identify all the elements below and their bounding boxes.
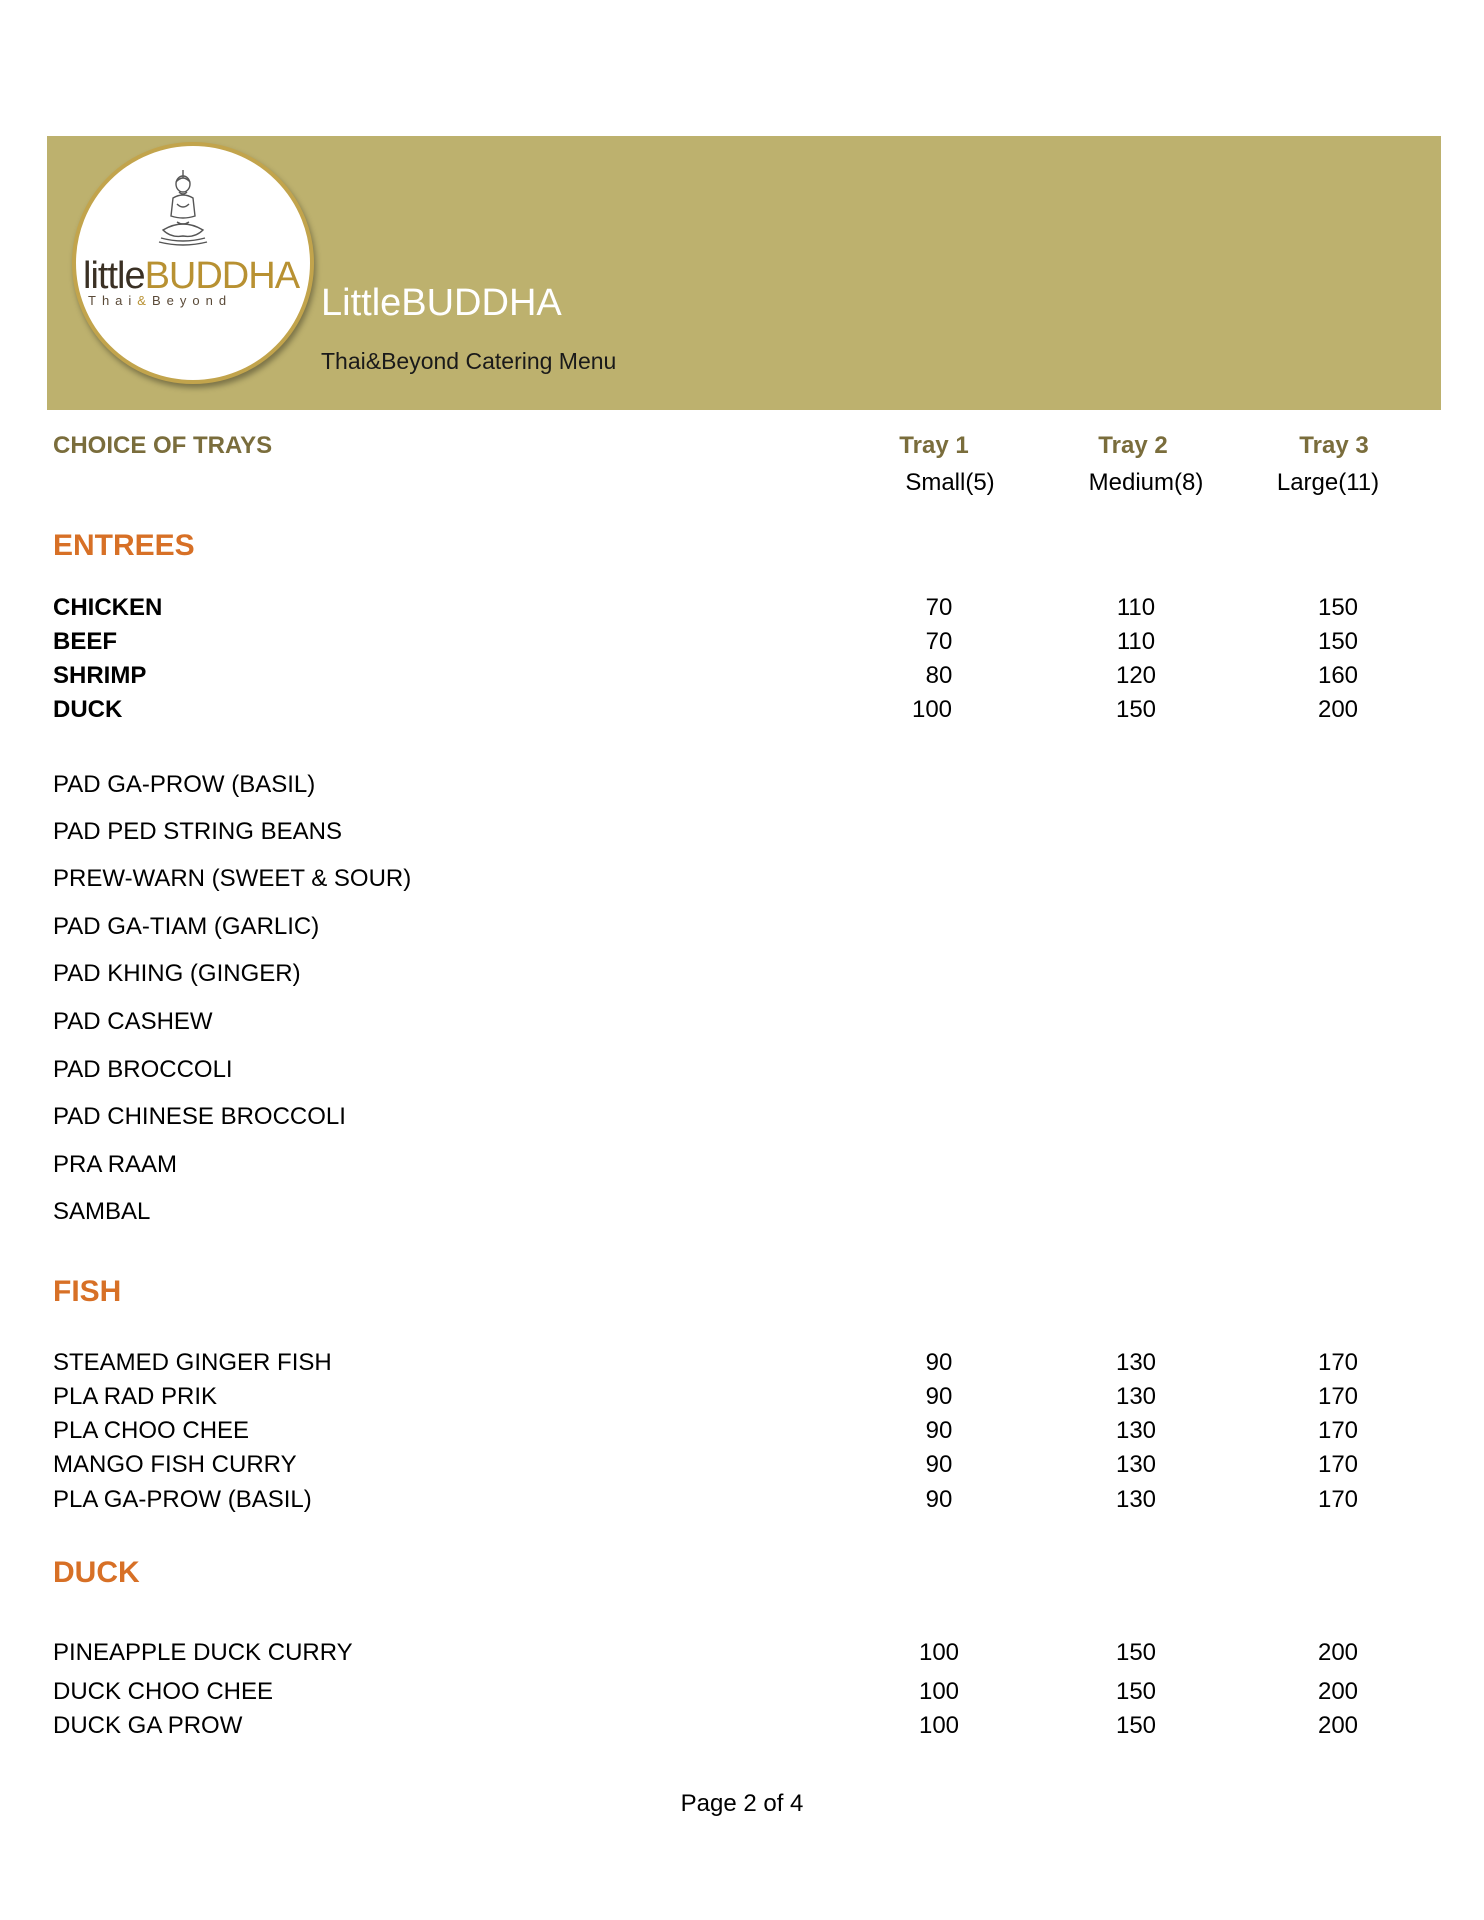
entree-dish: PAD BROCCOLI <box>53 1056 233 1083</box>
price-tray-3: 160 <box>1317 662 1359 689</box>
price-tray-2: 130 <box>1115 1383 1157 1410</box>
price-tray-1: 100 <box>918 1678 960 1705</box>
price-tray-1: 90 <box>925 1451 953 1478</box>
price-tray-3: 150 <box>1317 594 1359 621</box>
fish-item-name: PLA RAD PRIK <box>53 1383 218 1410</box>
buddha-icon <box>155 168 211 252</box>
trays-heading: CHOICE OF TRAYS <box>53 432 273 459</box>
price-tray-2: 150 <box>1115 1712 1157 1739</box>
price-tray-1: 90 <box>925 1486 953 1513</box>
logo-tagline: Thai&Beyond <box>88 293 233 308</box>
price-tray-2: 150 <box>1115 1678 1157 1705</box>
price-tray-1: 90 <box>925 1383 953 1410</box>
price-tray-3: 170 <box>1317 1349 1359 1376</box>
price-tray-3: 200 <box>1317 1678 1359 1705</box>
logo-wordmark: littleBUDDHA <box>83 255 300 297</box>
price-tray-1: 70 <box>925 628 953 655</box>
price-tray-3: 200 <box>1317 1712 1359 1739</box>
duck-item-name: DUCK GA PROW <box>53 1712 243 1739</box>
price-tray-1: 90 <box>925 1349 953 1376</box>
entree-dish: PAD KHING (GINGER) <box>53 960 301 987</box>
tray-1-label: Tray 1 <box>899 432 969 459</box>
price-tray-3: 200 <box>1317 696 1359 723</box>
price-tray-1: 90 <box>925 1417 953 1444</box>
price-tray-3: 200 <box>1317 1639 1359 1666</box>
entree-dish: PAD GA-TIAM (GARLIC) <box>53 913 320 940</box>
price-tray-1: 80 <box>925 662 953 689</box>
page-title: LittleBUDDHA <box>321 282 562 324</box>
price-tray-3: 170 <box>1317 1486 1359 1513</box>
entree-dish: PREW-WARN (SWEET & SOUR) <box>53 865 412 892</box>
price-tray-2: 130 <box>1115 1451 1157 1478</box>
price-tray-2: 130 <box>1115 1486 1157 1513</box>
entree-dish: SAMBAL <box>53 1198 151 1225</box>
page-number: Page 2 of 4 <box>680 1790 804 1817</box>
section-title-entrees: ENTREES <box>53 529 195 562</box>
entree-dish: PAD CHINESE BROCCOLI <box>53 1103 346 1130</box>
price-tray-2: 150 <box>1115 696 1157 723</box>
price-tray-1: 100 <box>918 1639 960 1666</box>
fish-item-name: PLA CHOO CHEE <box>53 1417 250 1444</box>
entree-dish: PRA RAAM <box>53 1151 178 1178</box>
fish-item-name: MANGO FISH CURRY <box>53 1451 297 1478</box>
price-tray-3: 170 <box>1317 1417 1359 1444</box>
entree-dish: PAD PED STRING BEANS <box>53 818 342 845</box>
price-tray-2: 130 <box>1115 1417 1157 1444</box>
price-tray-2: 150 <box>1115 1639 1157 1666</box>
tray-3-label: Tray 3 <box>1299 432 1369 459</box>
protein-name: SHRIMP <box>53 662 147 689</box>
price-tray-2: 120 <box>1115 662 1157 689</box>
price-tray-1: 70 <box>925 594 953 621</box>
tray-2-size: Medium(8) <box>1088 469 1204 496</box>
price-tray-1: 100 <box>911 696 953 723</box>
section-title-fish: FISH <box>53 1275 122 1308</box>
price-tray-2: 130 <box>1115 1349 1157 1376</box>
protein-name: BEEF <box>53 628 118 655</box>
price-tray-3: 170 <box>1317 1383 1359 1410</box>
entree-dish: PAD CASHEW <box>53 1008 213 1035</box>
duck-item-name: PINEAPPLE DUCK CURRY <box>53 1639 353 1666</box>
price-tray-3: 150 <box>1317 628 1359 655</box>
tray-3-size: Large(11) <box>1276 469 1380 496</box>
protein-name: DUCK <box>53 696 123 723</box>
tray-1-size: Small(5) <box>905 469 995 496</box>
price-tray-1: 100 <box>918 1712 960 1739</box>
fish-item-name: STEAMED GINGER FISH <box>53 1349 332 1376</box>
price-tray-3: 170 <box>1317 1451 1359 1478</box>
section-title-duck: DUCK <box>53 1556 140 1589</box>
price-tray-2: 110 <box>1116 594 1156 621</box>
tray-2-label: Tray 2 <box>1098 432 1168 459</box>
duck-item-name: DUCK CHOO CHEE <box>53 1678 274 1705</box>
entree-dish: PAD GA-PROW (BASIL) <box>53 771 316 798</box>
page-subtitle: Thai&Beyond Catering Menu <box>321 348 617 374</box>
price-tray-2: 110 <box>1116 628 1156 655</box>
protein-name: CHICKEN <box>53 594 163 621</box>
fish-item-name: PLA GA-PROW (BASIL) <box>53 1486 312 1513</box>
